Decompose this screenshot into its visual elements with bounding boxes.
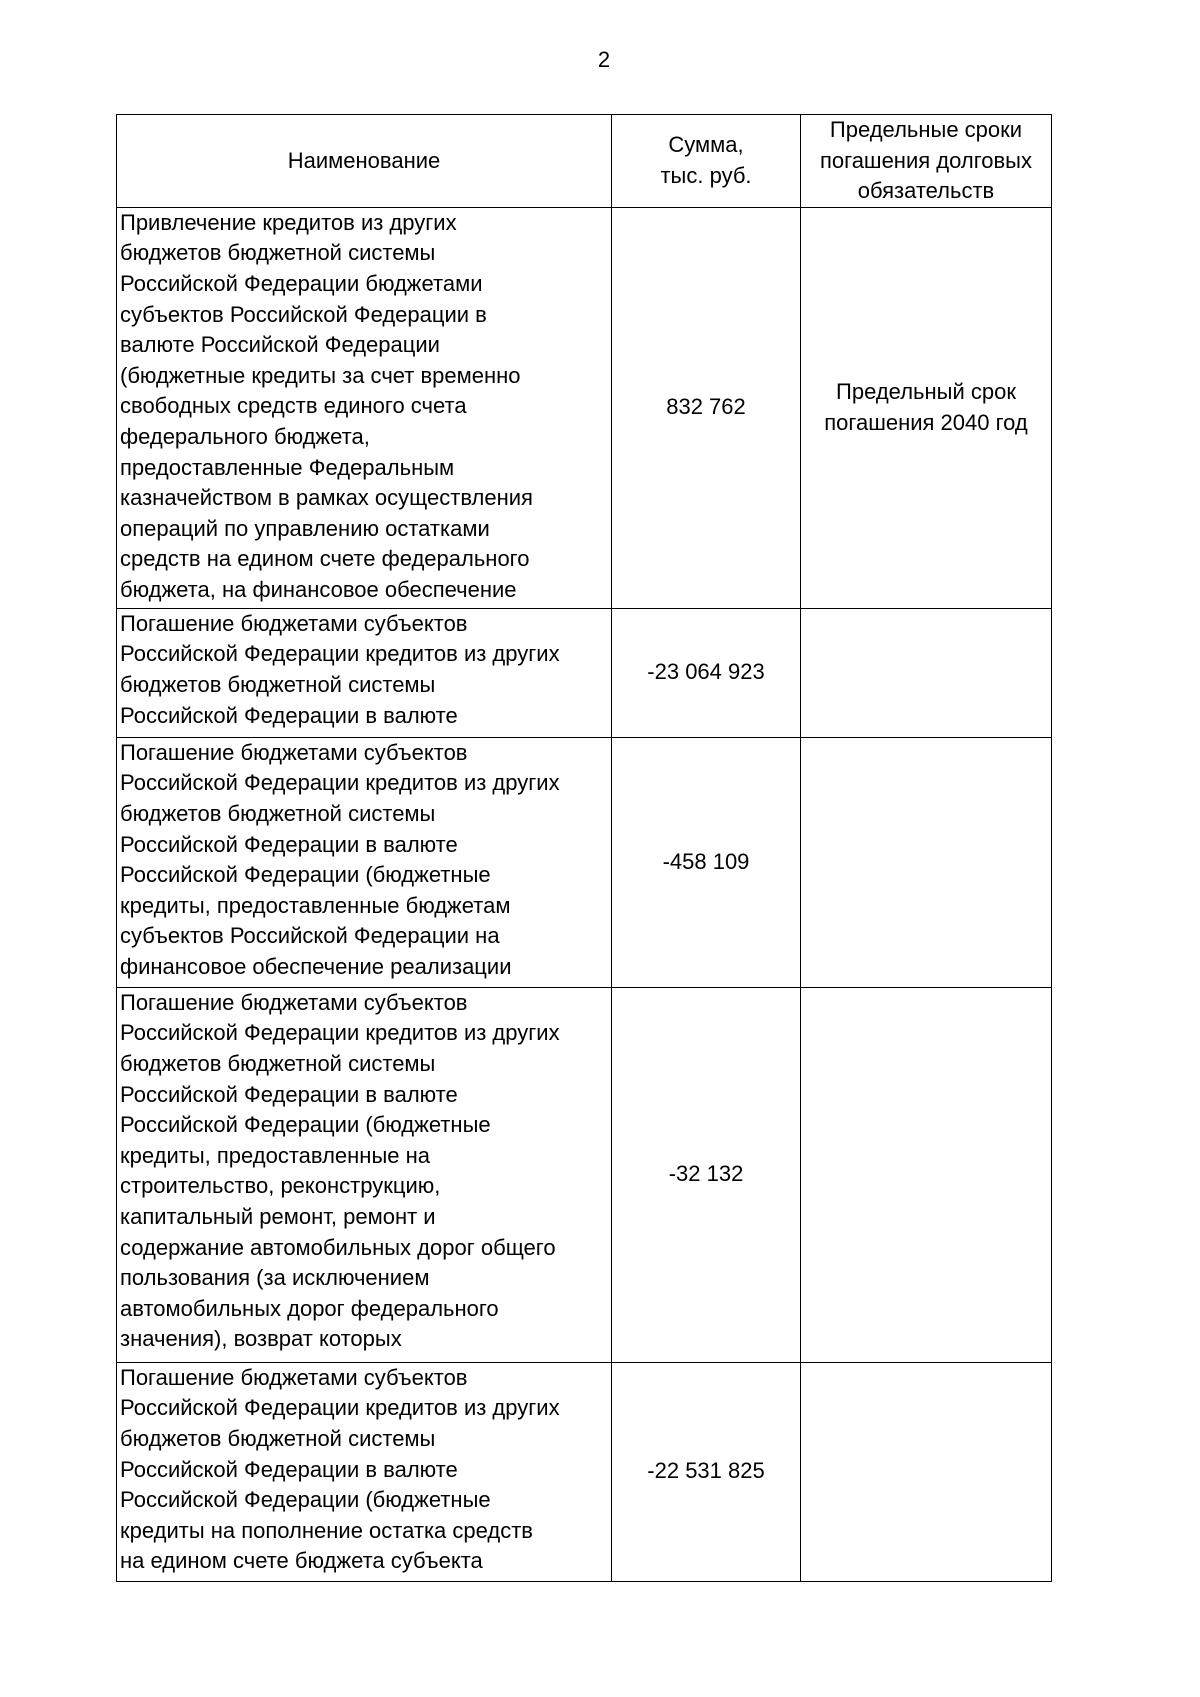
row-term-cell — [801, 1362, 1052, 1581]
budget-table — [116, 114, 1052, 1582]
table-row — [117, 737, 1052, 987]
table-header-row — [117, 115, 1052, 208]
row-term-cell — [801, 608, 1052, 737]
table-row — [117, 207, 1052, 608]
row-sum-cell: -22 531 825 — [612, 1362, 801, 1581]
table-row — [117, 987, 1052, 1362]
row-term-cell — [801, 987, 1052, 1362]
header-sum: Сумма, тыс. руб. — [612, 115, 801, 208]
table-row — [117, 1362, 1052, 1581]
row-name-cell: Привлечение кредитов из других бюджетов бюджетной системы Российской Федерации бюджетами субъектов Российской Федерации в валюте Российской Федерации (бюджетные кредиты за счет временно свободных средств единого счета федерального бюджета, предоставленные Федеральным казначейством в рамках осуществления операций по управлению остатками средств на едином счете федерального бюджета, на финансовое обеспечение — [117, 207, 612, 608]
row-sum-cell: -458 109 — [612, 737, 801, 987]
row-sum-cell: -23 064 923 — [612, 608, 801, 737]
row-term-cell — [801, 737, 1052, 987]
page-number: 2 — [597, 47, 611, 72]
row-sum-cell: 832 762 — [612, 207, 801, 608]
row-sum-cell: -32 132 — [612, 987, 801, 1362]
row-name-cell: Погашение бюджетами субъектов Российской Федерации кредитов из других бюджетов бюджетной системы Российской Федерации в валюте Российской Федерации (бюджетные кредиты, предоставленные бюджетам субъектов Российской Федерации на финансовое обеспечение реализации — [117, 737, 612, 987]
row-name-cell: Погашение бюджетами субъектов Российской Федерации кредитов из других бюджетов бюджетной системы Российской Федерации в валюте Российской Федерации (бюджетные кредиты, предоставленные на строительство, реконструкцию, капитальный ремонт, ремонт и содержание автомобильных дорог общего пользования (за исключением автомобильных дорог федерального значения), возврат которых — [117, 987, 612, 1362]
header-term: Предельные сроки погашения долговых обязательств — [801, 115, 1052, 208]
row-name-cell: Погашение бюджетами субъектов Российской Федерации кредитов из других бюджетов бюджетной системы Российской Федерации в валюте — [117, 608, 612, 737]
table-row — [117, 608, 1052, 737]
row-name-cell: Погашение бюджетами субъектов Российской Федерации кредитов из других бюджетов бюджетной системы Российской Федерации в валюте Российской Федерации (бюджетные кредиты на пополнение остатка средств на едином счете бюджета субъекта — [117, 1362, 612, 1581]
header-name: Наименование — [117, 115, 612, 208]
row-term-cell: Предельный срок погашения 2040 год — [801, 207, 1052, 608]
